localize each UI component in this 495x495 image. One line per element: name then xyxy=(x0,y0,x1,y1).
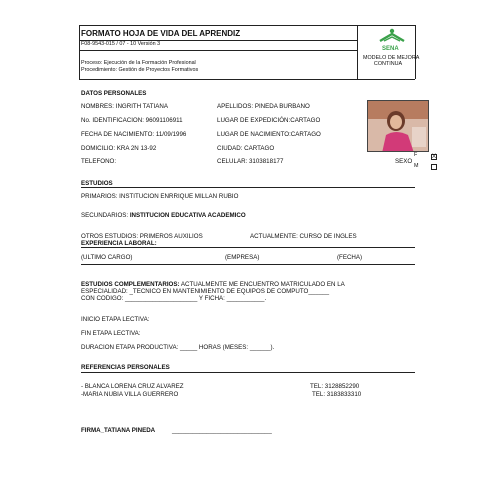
lugar-nacimiento-field: LUGAR DE NACIMIENTO:CARTAGO xyxy=(217,131,321,138)
referencia-2-tel: TEL: 3183833310 xyxy=(312,391,362,398)
duracion-etapa-field: DURACION ETAPA PRODUCTIVA: _____ HORAS (MESES: ______). xyxy=(81,344,275,351)
referencias-rule xyxy=(81,372,415,373)
apellidos-field: APELLIDOS: PINEDA BURBANO xyxy=(217,103,310,110)
model-line-2: CONTINUA xyxy=(373,61,403,67)
sexo-label: SEXO xyxy=(395,158,413,165)
model-line-1: MODELO DE MEJORA xyxy=(363,55,420,61)
ciudad-field: CIUDAD: CARTAGO xyxy=(217,145,275,152)
complementarios-line-1 xyxy=(81,281,345,288)
celular-field: CELULAR: 3103818177 xyxy=(217,158,284,165)
person-photo-icon xyxy=(368,101,429,152)
otros-estudios-field: OTROS ESTUDIOS: PRIMEROS AUXILIOS xyxy=(81,233,203,240)
sexo-f-checkbox[interactable]: X xyxy=(432,154,437,160)
inicio-etapa-field: INICIO ETAPA LECTIVA: xyxy=(81,316,150,323)
lugar-expedicion-field: LUGAR DE EXPEDICIÓN:CARTAGO xyxy=(217,117,321,124)
nombres-field: NOMBRES: INGRITH TATIANA xyxy=(81,103,168,110)
experiencia-rule xyxy=(81,247,415,248)
experiencia-bottom-rule xyxy=(81,264,415,265)
primarios-field: PRIMARIOS: INSTITUCION ENRRIQUE MILLAN RUBIO xyxy=(81,193,239,200)
proceso-text: Proceso: Ejecución de la Formación Profesional xyxy=(81,60,196,66)
firma-line: _____________________________ xyxy=(172,427,272,434)
telefono-field: TELEFONO: xyxy=(81,158,117,165)
sena-logo-text: SENA xyxy=(382,46,399,52)
fecha-nacimiento-field: FECHA DE NACIMIENTO: 11/09/1996 xyxy=(81,131,187,138)
secundarios-value: INSTITUCION EDUCATIVA ACADEMICO xyxy=(129,212,246,219)
referencia-1-name: - BLANCA LORENA CRUZ ALVAREZ xyxy=(81,383,184,390)
referencias-heading: REFERENCIAS PERSONALES xyxy=(81,364,170,371)
domicilio-field: DOMICILIO: KRA 2N 13-92 xyxy=(81,145,157,152)
identificacion-field: No. IDENTIFICACION: 96091106911 xyxy=(81,117,183,124)
empresa-label: (EMPRESA) xyxy=(225,254,260,261)
complementarios-label: ESTUDIOS COMPLEMENTARIOS: xyxy=(81,281,180,288)
procedimiento-text: Procedimiento: Gestión de Proyectos Formativos xyxy=(81,67,199,73)
estudios-rule xyxy=(81,187,415,188)
actualmente-field: ACTUALMENTE: CURSO DE INGLES xyxy=(250,233,357,240)
sexo-m-label: M xyxy=(414,163,419,169)
document-code: F08-9543-015 / 07 - 10 Versión 3 xyxy=(81,41,161,47)
secundarios-label: SECUNDARIOS: xyxy=(81,212,130,219)
referencia-2-name: -MARIA NUBIA VILLA GUERRERO xyxy=(81,391,179,398)
profile-photo xyxy=(367,100,429,152)
firma-label: FIRMA_TATIANA PINEDA xyxy=(81,427,156,434)
experiencia-heading: EXPERIENCIA LABORAL: xyxy=(81,240,157,247)
codigo-ficha-line: CON CODIGO: _____________________ Y FICHA: ___________. xyxy=(81,295,267,302)
fin-etapa-field: FIN ETAPA LECTIVA: xyxy=(81,330,141,337)
referencia-1-tel: TEL: 3128852290 xyxy=(310,383,360,390)
fecha-label: (FECHA) xyxy=(337,254,363,261)
secundarios-field xyxy=(81,212,246,219)
estudios-heading: ESTUDIOS xyxy=(81,180,113,187)
document-title: FORMATO HOJA DE VIDA DEL APRENDIZ xyxy=(81,29,241,38)
ultimo-cargo-label: (ULTIMO CARGO) xyxy=(81,254,133,261)
complementarios-text: ACTUALMENTE ME ENCUENTRO MATRICULADO EN LA xyxy=(179,281,345,288)
sexo-f-label: F xyxy=(414,152,418,158)
sexo-m-checkbox[interactable] xyxy=(431,164,437,170)
especialidad-line: ESPECIALIDAD: _TECNICO EN MANTENIMIENTO DE EQUIPOS DE COMPUTO______ xyxy=(81,288,330,295)
datos-personales-heading: DATOS PERSONALES xyxy=(81,90,147,97)
